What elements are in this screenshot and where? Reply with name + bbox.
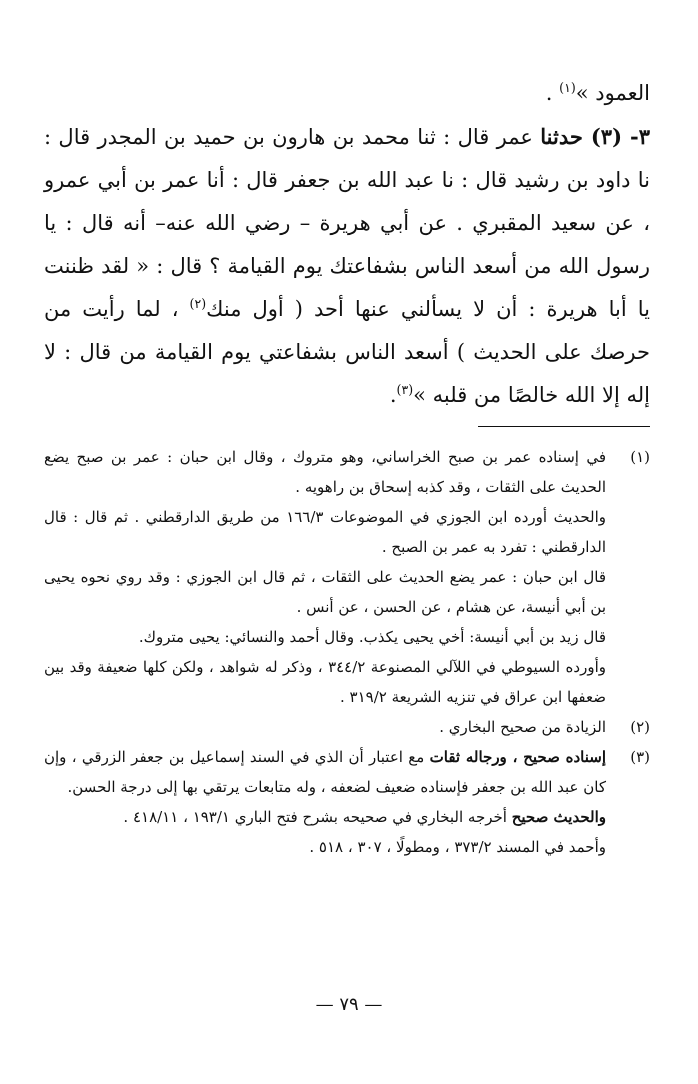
footnote-ref-1[interactable]: (١) [559,80,576,95]
hadith-number: ٣- (٣) حدثنا [540,124,650,149]
continuation-line: العمود »$^{(١)}$ . [545,80,650,105]
footnote-1: (١) في إسناده عمر بن صبح الخراساني، وهو متروك ، وقال ابن حبان : عمر بن صبح يضع الحديث على الثقات ، وقد كذبه إسحاق بن راهويه . [44,442,650,502]
footnote-2: (٢) الزيادة من صحيح البخاري . [44,712,650,742]
hadith-paragraph: ٣- (٣) حدثنا عمر قال : ثنا محمد بن هارون بن حميد بن المجدر قال : نا داود بن رشيد قال : نا عبد الله بن جعفر قال : أنا عمر بن أبي عمرو ، عن سعيد المقبري . عن أبي هريرة – رضي الله عنه– أنه قال : يا رسول الله من أسعد الناس بشفاعتك يوم القيامة ؟ قال : « لقد ظننت يا أبا هريرة : أن لا يسألني عنها أحد ( أول منك$^{(٢)}$ ، لما رأيت من حرصك على الحديث ) أسعد الناس بشفاعتي يوم القيامة من قال : لا إله إلا الله خالصًا من قلبه »$^{(٣)}$. [44,124,650,407]
footnote-ref-3[interactable]: (٣) [396,382,414,397]
footnote-ref-2[interactable]: (٢) [189,296,207,311]
footnote-number: (٣) [630,748,650,766]
footnote-number: (١) [630,448,650,466]
main-text [44,72,650,417]
footnote-1-continuation: والحديث أورده ابن الجوزي في الموضوعات ١٦٦/٣ من طريق الدارقطني . ثم قال : قال الدارقطني : تفرد به عمر بن الصبح . قال ابن حبان : عمر يضع الحديث على الثقات ، ثم قال ابن الجوزي : وقد روي نحوه يحيى بن أبي أنيسة، عن هشام ، عن الحسن ، عن أنس . قال زيد بن أبي أنيسة: أخي يحيى يكذب. وقال أحمد والنسائي: يحيى متروك. وأورده السيوطي في اللآلي المصنوعة ٣٤٤/٢ ، وذكر له شواهد ، ولكن كلها ضعيفة وقد بين ضعفها ابن عراق في تنزيه الشريعة ٣١٩/٢ . [44,508,607,706]
footnote-number: (٢) [630,718,650,736]
footnote-separator [478,426,650,427]
footnotes [44,442,650,862]
footnote-3-continuation: والحديث صحيح أخرجه البخاري في صحيحه بشرح فتح الباري ١٩٣/١ ، ٤١٨/١١ . وأحمد في المسند ٣٧٣/٢ ، ومطولًا ، ٣٠٧ ، ٥١٨ . [123,808,606,856]
page-number: — ٧٩ — [315,994,383,1015]
footnote-3: (٣) إسناده صحيح ، ورجاله ثقات مع اعتبار أن الذي في السند إسماعيل بن جعفر الزرقي ، وإن كان عبد الله بن جعفر فإسناده ضعيف لضعفه ، وله متابعات يرتقي بها إلى درجة الحسن. [44,742,650,802]
